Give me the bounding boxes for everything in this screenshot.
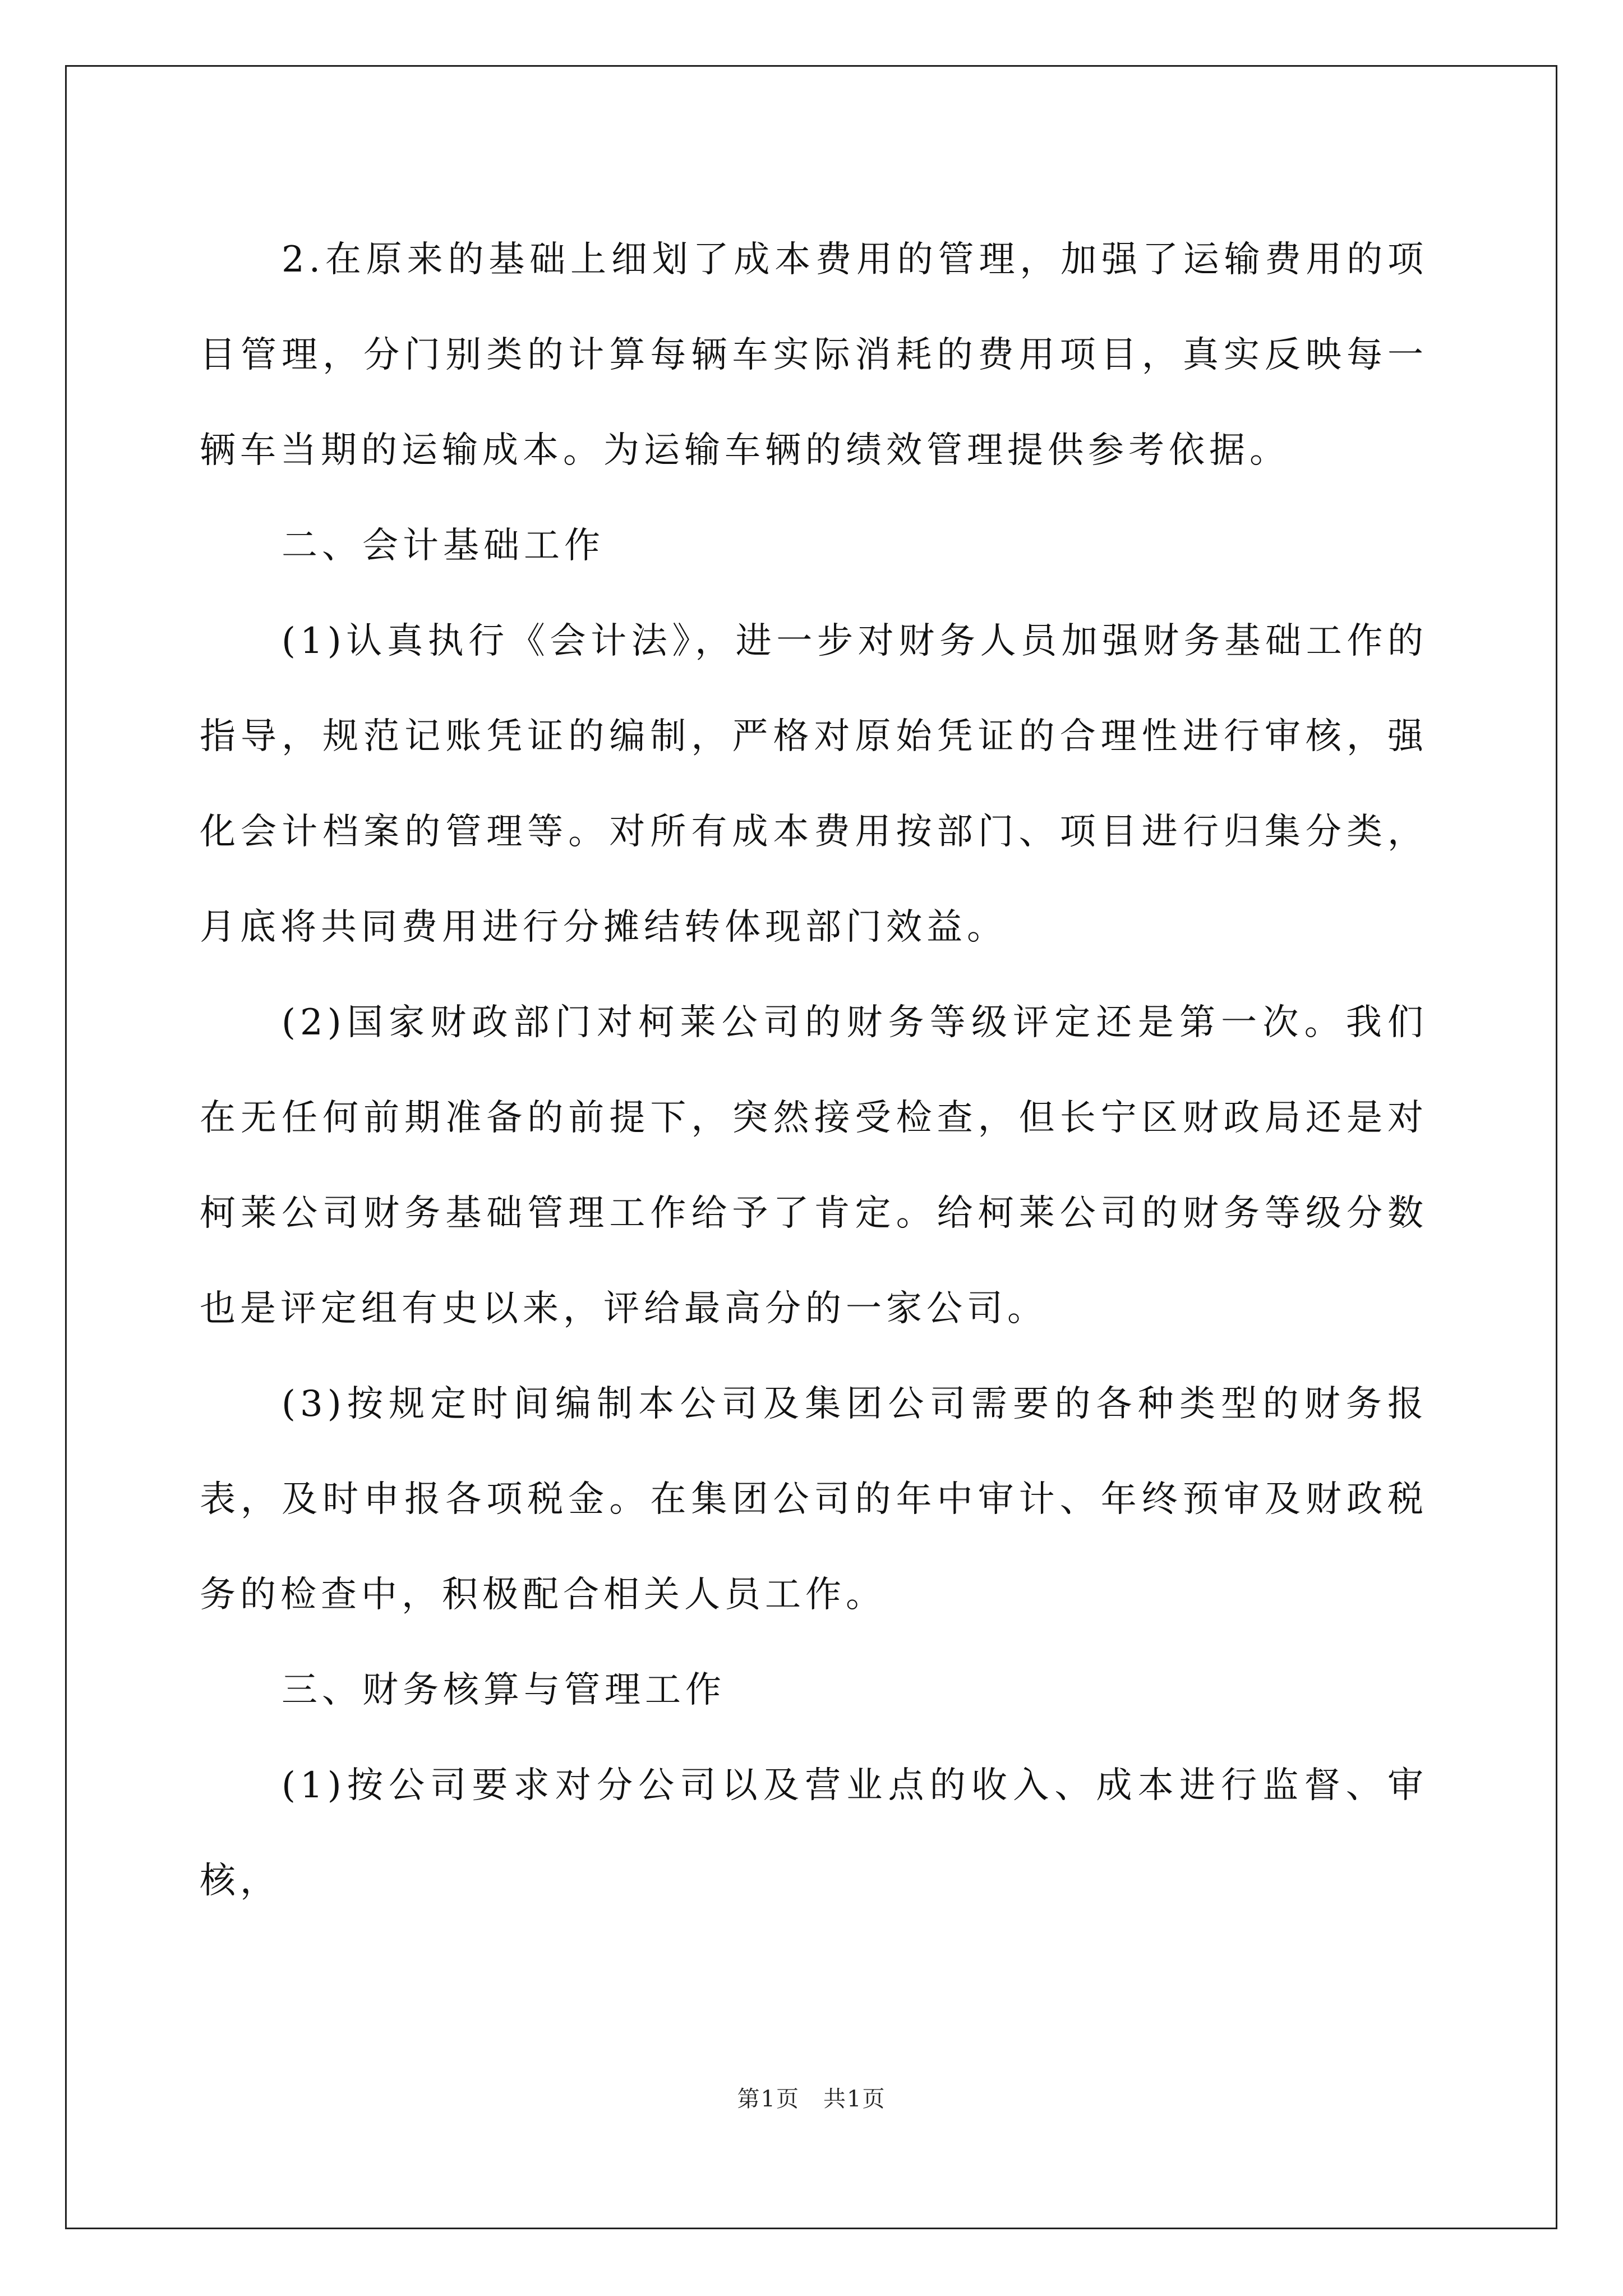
section-heading-accounting-management: 三、财务核算与管理工作	[282, 1669, 726, 1711]
paragraph-accounting-law: (1)认真执行《会计法》，进一步对财务人员加强财务基础工作的指导，规范记账凭证的编制，严格对原始凭证的合理性进行审核，强化会计档案的管理等。对所有成本费用按部门、项目进行归集分类，月底将共同费用进行分摊结转体现部门效益。	[200, 620, 1428, 948]
document-body	[200, 212, 1428, 1929]
paragraph-financial-rating: (2)国家财政部门对柯莱公司的财务等级评定还是第一次。我们在无任何前期准备的前提下，突然接受检查，但长宁区财政局还是对柯莱公司财务基础管理工作给予了肯定。给柯莱公司的财务等级分数也是评定组有史以来，评给最高分的一家公司。	[200, 1002, 1428, 1329]
paragraph-branch-supervision: (1)按公司要求对分公司以及营业点的收入、成本进行监督、审核，	[200, 1765, 1428, 1902]
paragraph-cost-management: 2.在原来的基础上细划了成本费用的管理，加强了运输费用的项目管理，分门别类的计算每辆车实际消耗的费用项目，真实反映每一辆车当期的运输成本。为运输车辆的绩效管理提供参考依据。	[200, 239, 1428, 471]
page-number-footer: 第1页 共1页	[737, 2086, 886, 2112]
section-heading-accounting-basics: 二、会计基础工作	[282, 525, 605, 567]
paragraph-financial-reports: (3)按规定时间编制本公司及集团公司需要的各种类型的财务报表，及时申报各项税金。在集团公司的年中审计、年终预审及财政税务的检查中，积极配合相关人员工作。	[200, 1383, 1428, 1616]
